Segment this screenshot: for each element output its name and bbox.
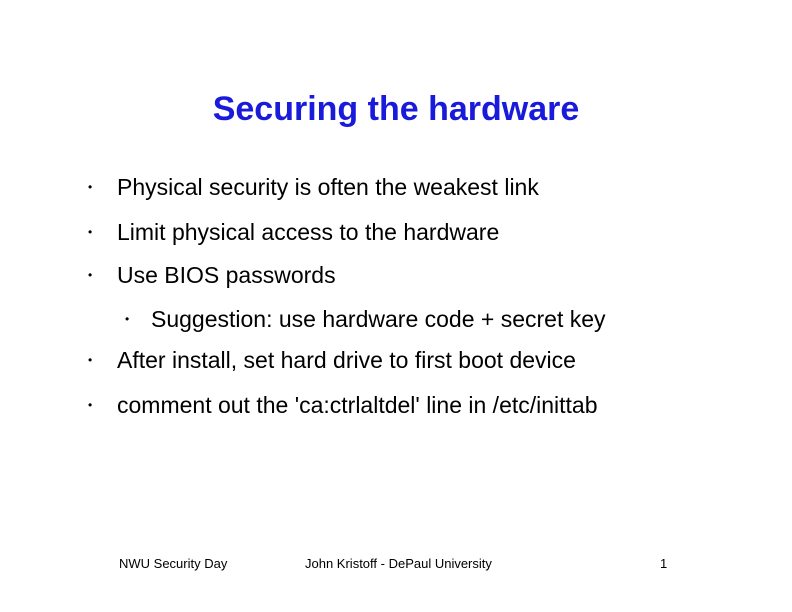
footer-page-number: 1	[660, 556, 668, 571]
bullet-text: comment out the 'ca:ctrlaltdel' line in /etc/inittab	[117, 392, 598, 418]
bullet-text: Physical security is often the weakest link	[117, 174, 539, 200]
bullet-icon: •	[88, 353, 93, 367]
bullet-text: Limit physical access to the hardware	[117, 219, 500, 245]
bullet-icon: •	[88, 180, 93, 194]
bullet-icon: •	[125, 312, 130, 326]
bullet-text: After install, set hard drive to first boot device	[117, 347, 576, 373]
bullet-icon: •	[88, 268, 93, 282]
bullet-text: Suggestion: use hardware code + secret key	[151, 306, 606, 332]
bullet-icon: •	[88, 225, 93, 239]
bullet-text: Use BIOS passwords	[117, 262, 336, 288]
slide-title: Securing the hardware	[212, 90, 580, 128]
footer-event-name: NWU Security Day	[119, 556, 228, 571]
bullet-icon: •	[88, 398, 93, 412]
footer-author: John Kristoff - DePaul University	[305, 556, 492, 571]
